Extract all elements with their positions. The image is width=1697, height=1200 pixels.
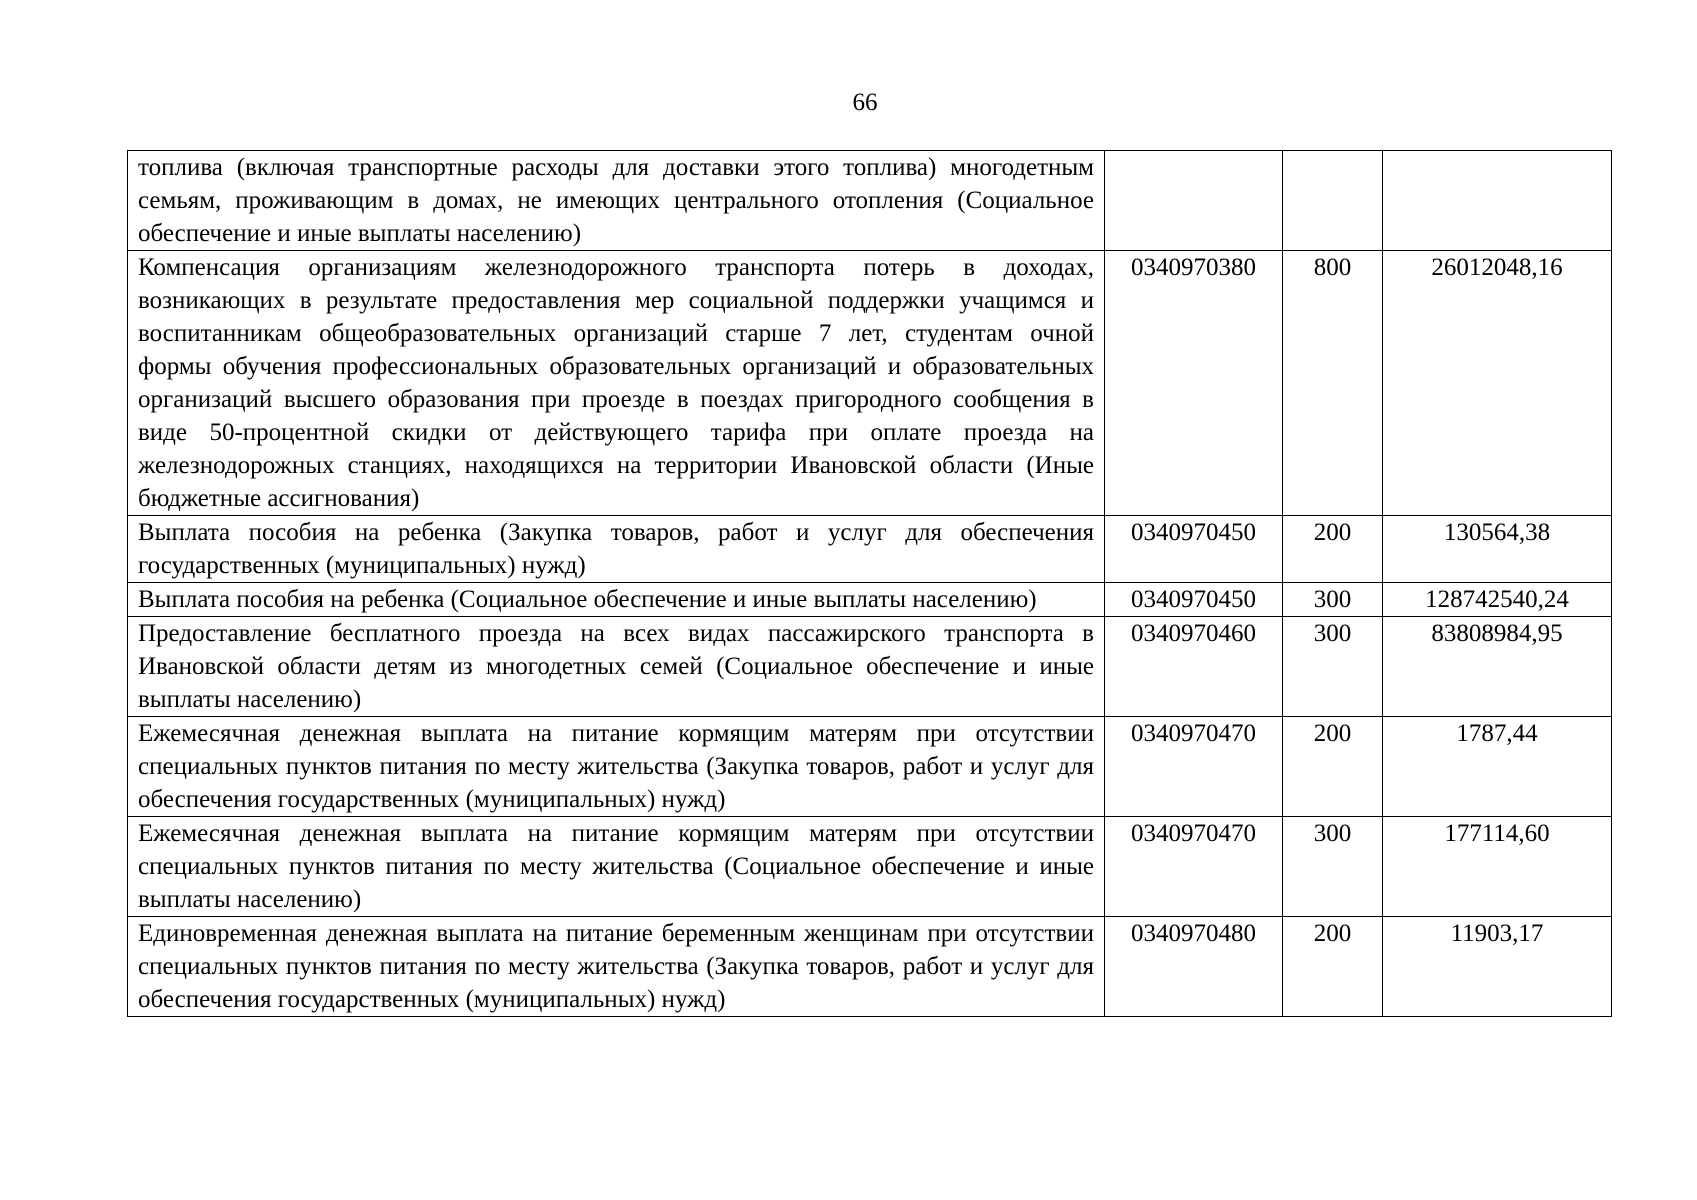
row-description: Компенсация организациям железнодорожного транспорта потерь в доходах, возникающих в результате предоставления мер социальной поддержки учащимся и воспитанникам общеобразовательных организаций старше 7 лет, студентам очной формы обучения профессиональных образовательных организаций и образовательных организаций высшего образования при проезде в поездах пригородного сообщения в виде 50-процентной скидки от действующего тарифа при оплате проезда на железнодорожных станциях, находящихся на территории Ивановской области (Иные бюджетные ассигнования) [128,251,1105,516]
amount-cell: 1787,44 [1383,717,1612,817]
page-number: 66 [852,89,878,116]
target-article-cell: 0340970480 [1105,917,1283,1017]
expense-type-cell: 300 [1283,583,1383,617]
table-row [128,516,1612,583]
table-row [128,583,1612,617]
amount-cell: 128742540,24 [1383,583,1612,617]
target-article-cell: 0340970460 [1105,617,1283,717]
table-row [128,817,1612,917]
table-row [128,717,1612,817]
table-row [128,251,1612,516]
amount-cell [1383,151,1612,251]
row-description: Ежемесячная денежная выплата на питание кормящим матерям при отсутствии специальных пунктов питания по месту жительства (Социальное обеспечение и иные выплаты населению) [128,817,1105,917]
target-article-cell: 0340970450 [1105,516,1283,583]
row-description: Выплата пособия на ребенка (Закупка товаров, работ и услуг для обеспечения государственных (муниципальных) нужд) [128,516,1105,583]
amount-cell: 83808984,95 [1383,617,1612,717]
expense-type-cell: 200 [1283,917,1383,1017]
expense-type-cell: 200 [1283,717,1383,817]
expense-type-cell [1283,151,1383,251]
row-description: Выплата пособия на ребенка (Социальное обеспечение и иные выплаты населению) [128,583,1105,617]
expense-type-cell: 800 [1283,251,1383,516]
budget-allocation-table [127,150,1612,1017]
amount-cell: 130564,38 [1383,516,1612,583]
row-description: Единовременная денежная выплата на питание беременным женщинам при отсутствии специальных пунктов питания по месту жительства (Закупка товаров, работ и услуг для обеспечения государственных (муниципальных) нужд) [128,917,1105,1017]
amount-cell: 26012048,16 [1383,251,1612,516]
target-article-cell: 0340970450 [1105,583,1283,617]
table-row [128,617,1612,717]
target-article-cell: 0340970470 [1105,717,1283,817]
expense-type-cell: 200 [1283,516,1383,583]
expense-type-cell: 300 [1283,817,1383,917]
table-row [128,917,1612,1017]
row-description: топлива (включая транспортные расходы для доставки этого топлива) многодетным семьям, проживающим в домах, не имеющих центрального отопления (Социальное обеспечение и иные выплаты населению) [128,151,1105,251]
table-row [128,151,1612,251]
amount-cell: 11903,17 [1383,917,1612,1017]
target-article-cell: 0340970380 [1105,251,1283,516]
expense-type-cell: 300 [1283,617,1383,717]
target-article-cell: 0340970470 [1105,817,1283,917]
amount-cell: 177114,60 [1383,817,1612,917]
row-description: Предоставление бесплатного проезда на всех видах пассажирского транспорта в Ивановской области детям из многодетных семей (Социальное обеспечение и иные выплаты населению) [128,617,1105,717]
target-article-cell [1105,151,1283,251]
row-description: Ежемесячная денежная выплата на питание кормящим матерям при отсутствии специальных пунктов питания по месту жительства (Закупка товаров, работ и услуг для обеспечения государственных (муниципальных) нужд) [128,717,1105,817]
